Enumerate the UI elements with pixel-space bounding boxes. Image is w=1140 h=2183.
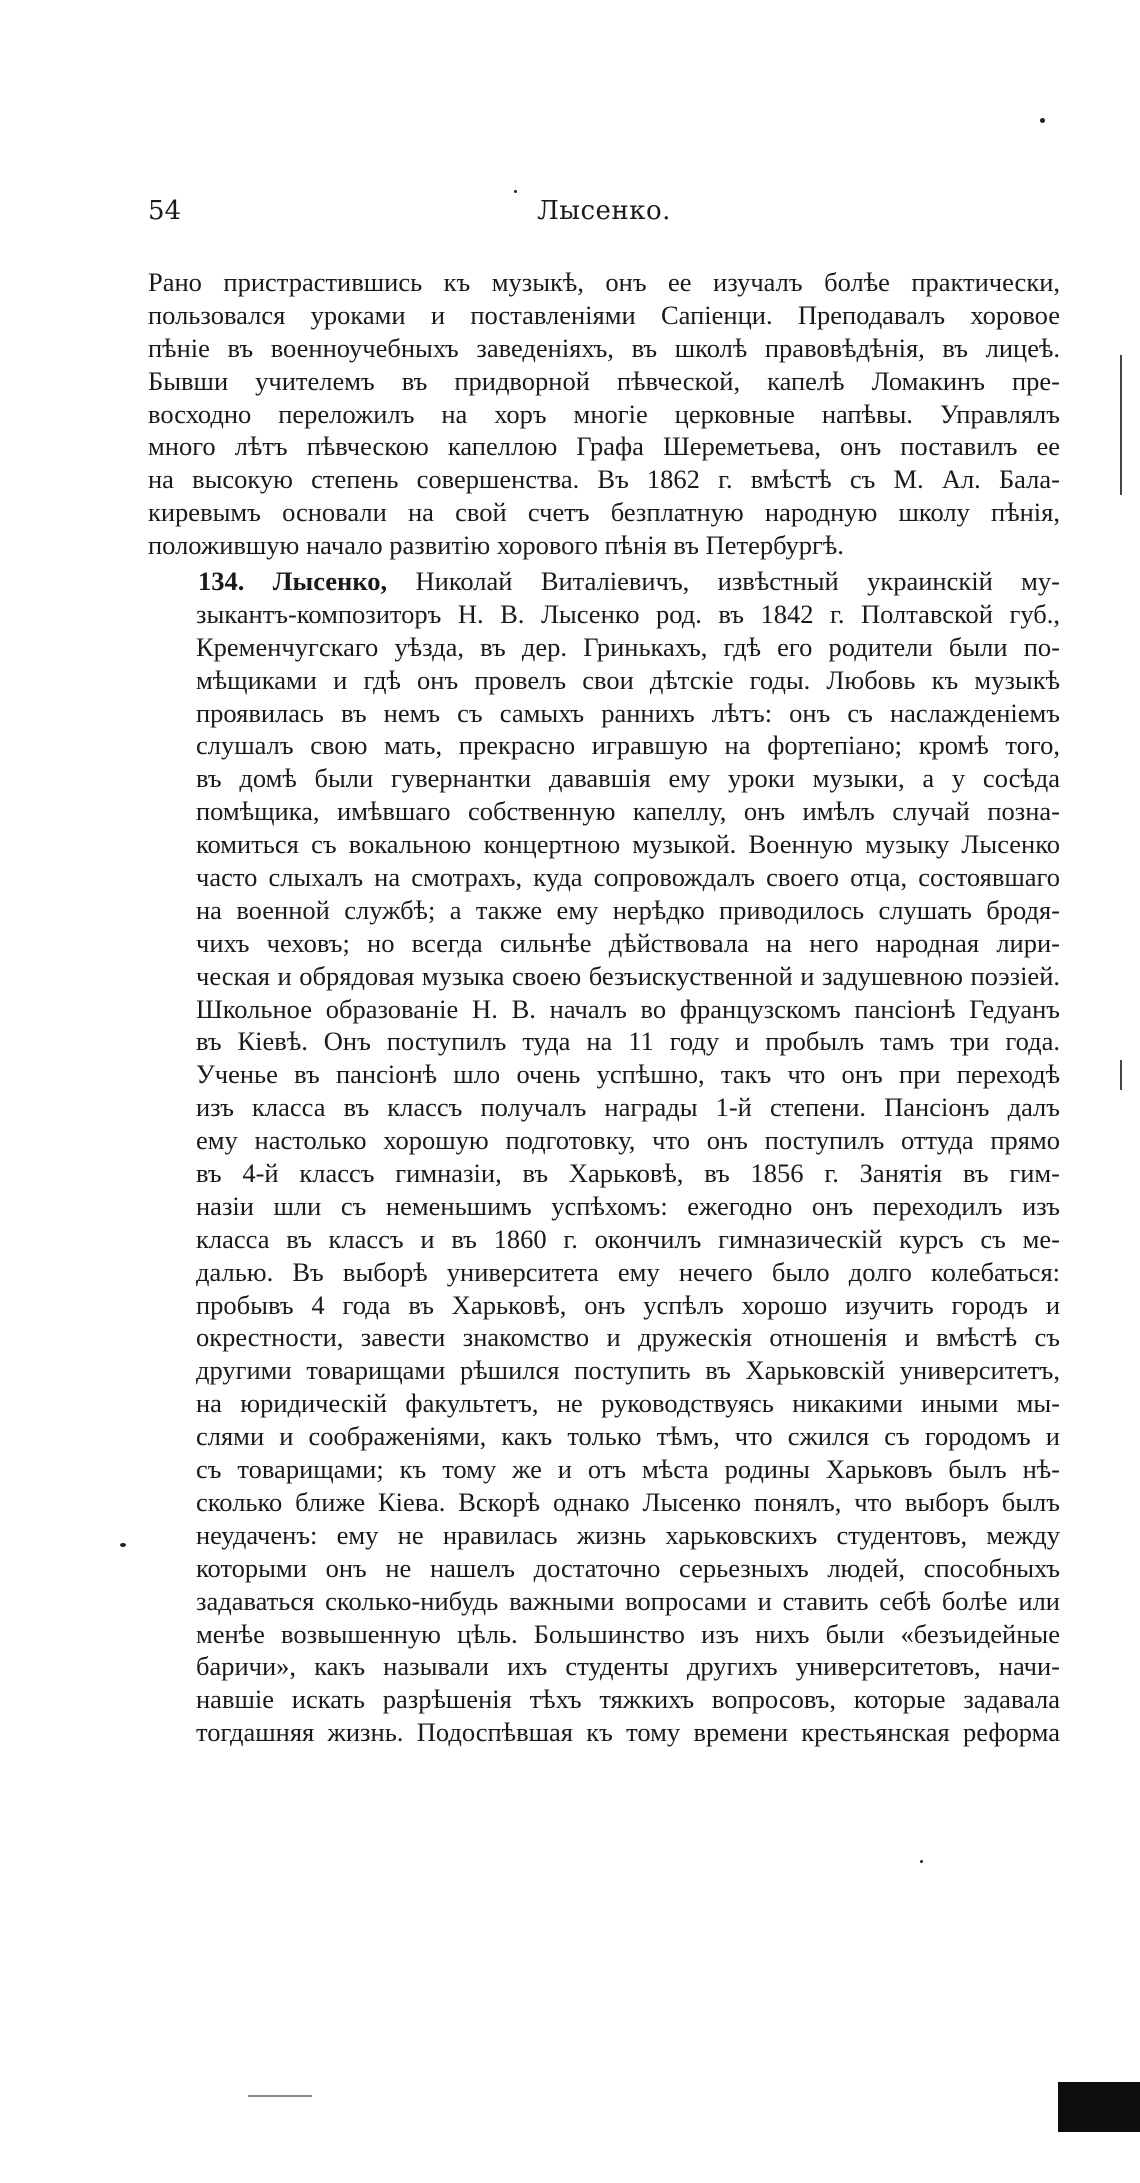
scan-speck xyxy=(120,1543,126,1547)
text-line: чихъ чеховъ; но всегда сильнѣе дѣйствовала на него народная лири- xyxy=(196,927,1060,958)
scan-margin-line xyxy=(1120,1060,1122,1090)
text-line: назіи шли съ неменьшимъ успѣхомъ: ежегодно онъ переходилъ изъ xyxy=(196,1190,1060,1221)
text-line: менѣе возвышенную цѣль. Большинство изъ нихъ были «безъидейные xyxy=(196,1618,1060,1649)
text-line: Ученье въ пансіонѣ шло очень успѣшно, такъ что онъ при переходѣ xyxy=(196,1059,1060,1090)
text-line: на высокую степень совершенства. Въ 1862 г. вмѣстѣ съ М. Ал. Бала- xyxy=(148,464,1060,495)
text-line: баричи», какъ называли ихъ студенты другихъ университетовъ, начи- xyxy=(196,1651,1060,1682)
text-line: киревымъ основали на свой счетъ безплатную народную школу пѣнія, xyxy=(148,497,1060,528)
text-line: слушалъ свою мать, прекрасно игравшую на фортепіано; кромѣ того, xyxy=(196,730,1060,761)
text-line: Школьное образованіе Н. В. началъ во французскомъ пансіонѣ Гедуанъ xyxy=(196,993,1060,1024)
entry-first-line-text: Николай Виталіевичъ, извѣстный украинскій му- xyxy=(415,566,1061,596)
scan-faint-dash xyxy=(248,2095,312,2097)
text-line: Рано пристрастившись къ музыкѣ, онъ ее изучалъ болѣе практически, xyxy=(148,267,1060,297)
text-line: проявилась въ немъ съ самыхъ раннихъ лѣтъ: онъ съ наслажденіемъ xyxy=(196,697,1060,728)
text-line: съ товарищами; къ тому же и отъ мѣста родины Харьковъ былъ нѣ- xyxy=(196,1454,1060,1485)
text-line: задаваться сколько-нибудь важными вопросами и ставить себѣ болѣе или xyxy=(196,1585,1060,1616)
text-line: класса въ классъ и въ 1860 г. окончилъ гимназическій курсъ съ ме- xyxy=(196,1223,1060,1254)
text-line: часто слыхалъ на смотрахъ, куда сопровождалъ своего отца, состоявшаго xyxy=(196,862,1060,893)
text-line: въ домѣ были гувернантки дававшія ему уроки музыки, а у сосѣда xyxy=(196,763,1060,794)
page-number: 54 xyxy=(148,196,182,226)
text-line: помѣщика, имѣвшаго собственную капеллу, онъ имѣлъ случай позна- xyxy=(196,796,1060,827)
text-line: комиться съ вокальною концертною музыкой. Военную музыку Лысенко xyxy=(196,829,1060,860)
text-line: окрестности, завести знакомство и дружескія отношенія и вмѣстѣ съ xyxy=(196,1322,1060,1353)
text-line: изъ класса въ классъ получалъ награды 1-й степени. Пансіонъ далъ xyxy=(196,1092,1060,1123)
entry-first-line xyxy=(148,565,1060,598)
paragraph-previous-entry xyxy=(148,266,1060,562)
text-line: неудаченъ: ему не нравилась жизнь харьковскихъ студентовъ, между xyxy=(196,1519,1060,1550)
running-title: Лысенко. xyxy=(537,196,671,226)
scan-speck xyxy=(920,1860,923,1863)
text-line: ему настолько хорошую подготовку, что онъ поступилъ оттуда прямо xyxy=(196,1125,1060,1156)
text-line: положившую начало развитію хорового пѣнія въ Петербургѣ. xyxy=(148,530,844,561)
text-line: мѣщиками и гдѣ онъ провелъ свои дѣтскіе годы. Любовь къ музыкѣ xyxy=(196,664,1060,695)
entry-number: 134. xyxy=(198,566,245,596)
page-header xyxy=(148,196,1060,236)
text-line: слями и соображеніями, какъ только тѣмъ, что сжился съ городомъ и xyxy=(196,1421,1060,1452)
text-line: на юридическій факультетъ, не руководствуясь никакими иными мы- xyxy=(196,1388,1060,1419)
text-line: ческая и обрядовая музыка своею безъискуственной и задушевною поэзіей. xyxy=(196,960,1060,991)
scan-speck xyxy=(1040,118,1045,123)
entry-lysenko xyxy=(148,565,1060,1749)
text-line: сколько ближе Кіева. Вскорѣ однако Лысенко понялъ, что выборъ былъ xyxy=(196,1486,1060,1517)
text-line: зыкантъ-композиторъ Н. В. Лысенко род. въ 1842 г. Полтавской губ., xyxy=(196,598,1060,629)
text-line: Кременчугскаго уѣзда, въ дер. Гринькахъ, гдѣ его родители были по- xyxy=(196,631,1060,662)
scan-black-edge xyxy=(1058,2082,1140,2132)
text-line: въ Кіевѣ. Онъ поступилъ туда на 11 году и пробылъ тамъ три года. xyxy=(196,1026,1060,1057)
text-line: навшіе искать разрѣшенія тѣхъ тяжкихъ вопросовъ, которые задавала xyxy=(196,1684,1060,1715)
text-line: Бывши учителемъ въ придворной пѣвческой, капелѣ Ломакинъ пре- xyxy=(148,365,1060,396)
scan-speck xyxy=(514,190,517,193)
entry-name: Лысенко, xyxy=(272,566,388,596)
text-line: которыми онъ не нашелъ достаточно серьезныхъ людей, способныхъ xyxy=(196,1552,1060,1583)
text-line: пѣніе въ военноучебныхъ заведеніяхъ, въ школѣ правовѣдѣнія, въ лицеѣ. xyxy=(148,332,1060,363)
text-line: много лѣтъ пѣвческою капеллою Графа Шереметьева, онъ поставилъ ее xyxy=(148,431,1060,462)
text-line: пробывъ 4 года въ Харьковѣ, онъ успѣлъ хорошо изучить городъ и xyxy=(196,1289,1060,1320)
text-line: въ 4-й классъ гимназіи, въ Харьковѣ, въ 1856 г. Занятія въ гим- xyxy=(196,1158,1060,1189)
text-line: восходно переложилъ на хоръ многіе церковные напѣвы. Управлялъ xyxy=(148,398,1060,429)
scan-margin-line xyxy=(1120,355,1122,495)
text-line: пользовался уроками и поставленіями Сапіенци. Преподавалъ хоровое xyxy=(148,299,1060,330)
text-line: далью. Въ выборѣ университета ему нечего было долго колебаться: xyxy=(196,1256,1060,1287)
text-line: тогдашняя жизнь. Подоспѣвшая къ тому времени крестьянская реформа xyxy=(196,1717,1060,1748)
text-line: другими товарищами рѣшился поступить въ Харьковскій университетъ, xyxy=(196,1355,1060,1386)
text-line: на военной службѣ; а также ему нерѣдко приводилось слушать бродя- xyxy=(196,894,1060,925)
